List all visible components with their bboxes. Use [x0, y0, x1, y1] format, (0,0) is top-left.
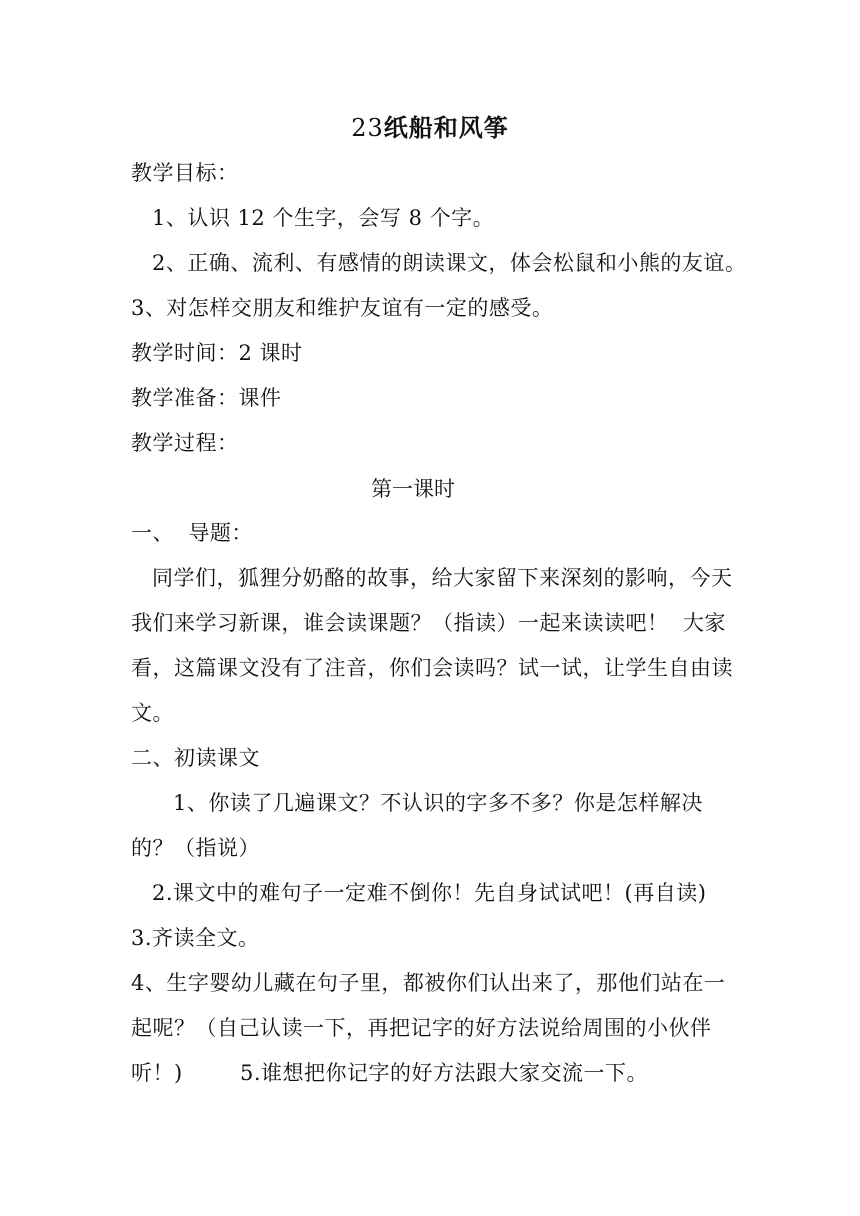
objective-3: 3、对怎样交朋友和维护友谊有一定的感受。: [131, 296, 554, 320]
teaching-time: 教学时间：2 课时: [131, 341, 303, 365]
section-heading-process: 教学过程：: [131, 431, 239, 455]
paragraph-line: 我们来学习新课，谁会读课题？（指读）一起来读读吧！ 大家: [131, 611, 726, 635]
reading-step-4: 4、生字婴幼儿藏在句子里，都被你们认出来了，那他们站在一: [131, 971, 726, 995]
title-number: 23: [351, 114, 384, 142]
reading-step-2: 2.课文中的难句子一定难不倒你！先自身试试吧！(再自读): [152, 881, 707, 905]
reading-step-1-cont: 的？（指说）: [131, 836, 260, 860]
lesson-heading: 第一课时: [371, 477, 455, 501]
paragraph-line: 文。: [131, 701, 174, 725]
section-heading-objectives: 教学目标：: [131, 161, 239, 185]
teaching-preparation: 教学准备：课件: [131, 386, 282, 410]
objective-1: 1、认识 12 个生字，会写 8 个字。: [152, 206, 495, 230]
section-heading-intro: 一、 导题：: [131, 521, 253, 545]
section-heading-first-reading: 二、初读课文: [131, 746, 260, 770]
paragraph-line: 看，这篇课文没有了注音，你们会读吗？试一试，让学生自由读: [131, 656, 733, 680]
title-text: 纸船和风筝: [383, 113, 509, 142]
reading-step-4-cont: 起呢？（自己认读一下，再把记字的好方法说给周围的小伙伴: [131, 1016, 712, 1040]
document-title: [0, 112, 860, 144]
objective-2: 2、正确、流利、有感情的朗读课文，体会松鼠和小熊的友谊。: [152, 251, 747, 275]
reading-step-5: 5.谁想把你记字的好方法跟大家交流一下。: [240, 1061, 649, 1085]
reading-step-3: 3.齐读全文。: [131, 926, 260, 950]
reading-step-4-end: 听！): [131, 1061, 183, 1085]
paragraph-line: 同学们，狐狸分奶酪的故事，给大家留下来深刻的影响，今天: [152, 566, 733, 590]
reading-step-1: 1、你读了几遍课文？不认识的字多不多？你是怎样解决: [173, 791, 703, 815]
